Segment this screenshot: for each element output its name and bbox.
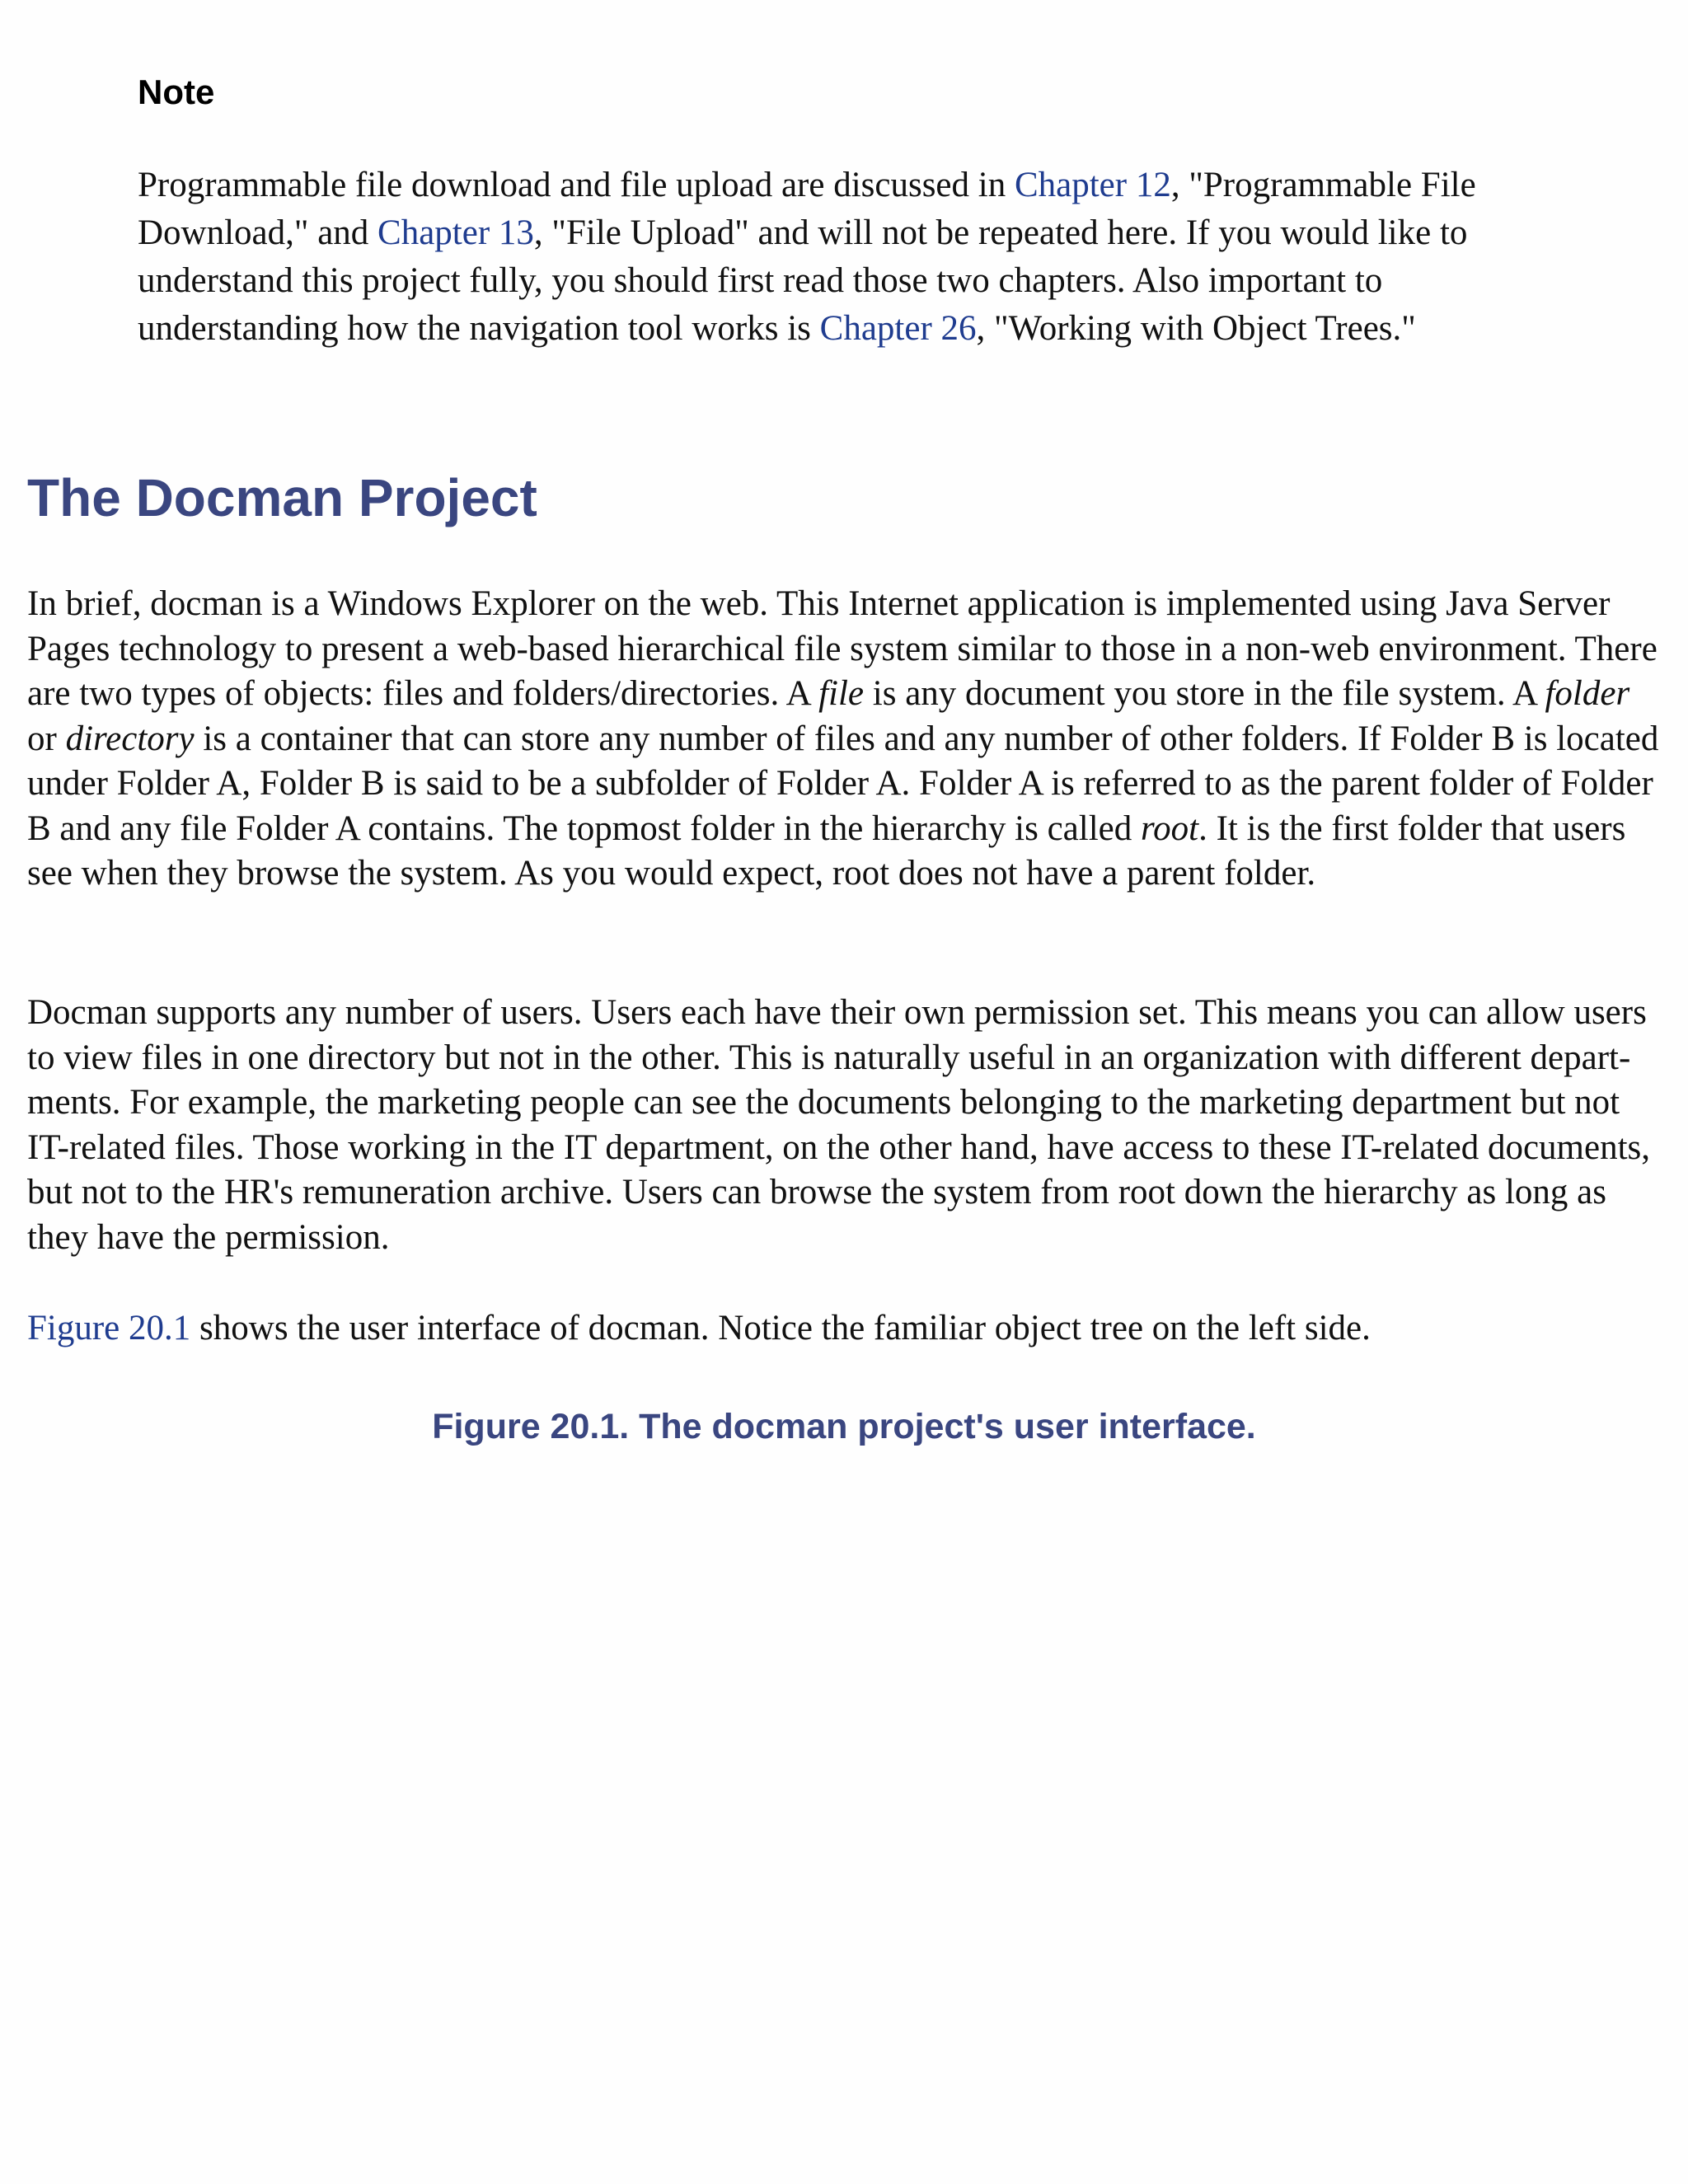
note-body	[138, 162, 1572, 353]
paragraph-intro	[27, 582, 1667, 897]
paragraph-text: is any document you store in the file system. A	[864, 674, 1545, 713]
chapter-13-link[interactable]: Chapter 13	[377, 213, 534, 252]
emphasis-directory: directory	[65, 719, 195, 758]
paragraph-text: is a container that can store any number of files and any number of other folders. If Folder B is located under Folder A, Folder B is said to be a subfolder of Folder A. Folder A is referred to as the parent folder of Folder B and any file Folder A contains. The topmost folder in the hierarchy is called	[27, 719, 1659, 848]
paragraph-text: shows the user interface of docman. Notice the familiar object tree on the left side.	[190, 1309, 1371, 1347]
note-heading: Note	[138, 73, 215, 111]
paragraph-figure-ref	[27, 1306, 1667, 1352]
section-title: The Docman Project	[27, 468, 537, 527]
note-text: Programmable file download and file upload are discussed in	[138, 166, 1015, 204]
paragraph-text: or	[27, 719, 66, 758]
paragraph-users: Docman supports any number of users. Users each have their own permission set. This means you can allow users to view files in one directory but not in the other. This is naturally useful in an organization with different depart-ments. For example, the marketing people can see the documents belonging to the marketing department but not IT-related files. Those working in the IT department, on the other hand, have access to these IT-related documents, but not to the HR's remuneration archive. Users can browse the system from root down the hierarchy as long as they have the permission.	[27, 993, 1651, 1257]
emphasis-folder: folder	[1545, 674, 1630, 713]
chapter-26-link[interactable]: Chapter 26	[819, 309, 977, 348]
paragraph-text: In brief, docman is a Windows Explorer on the web. This Internet application is implemented using Java Server Pages technology to present a web-based hierarchical file system similar to those in a non-web environment. There are two types of objects: files and folders/directories. A	[27, 584, 1658, 713]
emphasis-file: file	[818, 674, 865, 713]
paragraph-text: . It is the first folder that users see when they browse the system. As you would expect, root does not have a parent folder.	[27, 808, 1626, 893]
emphasis-root: root	[1141, 808, 1199, 848]
note-text: , "Working with Object Trees."	[976, 309, 1416, 348]
figure-20-1-link[interactable]: Figure 20.1	[27, 1309, 191, 1347]
note-text: , "Programmable File Download," and	[138, 166, 1476, 252]
note-text: , "File Upload" and will not be repeated here. If you would like to understand this project fully, you should first read those two chapters. Also important to understanding how the navigation tool works is	[138, 213, 1468, 348]
figure-caption: Figure 20.1. The docman project's user interface.	[432, 1407, 1256, 1446]
chapter-12-link[interactable]: Chapter 12	[1014, 166, 1171, 204]
